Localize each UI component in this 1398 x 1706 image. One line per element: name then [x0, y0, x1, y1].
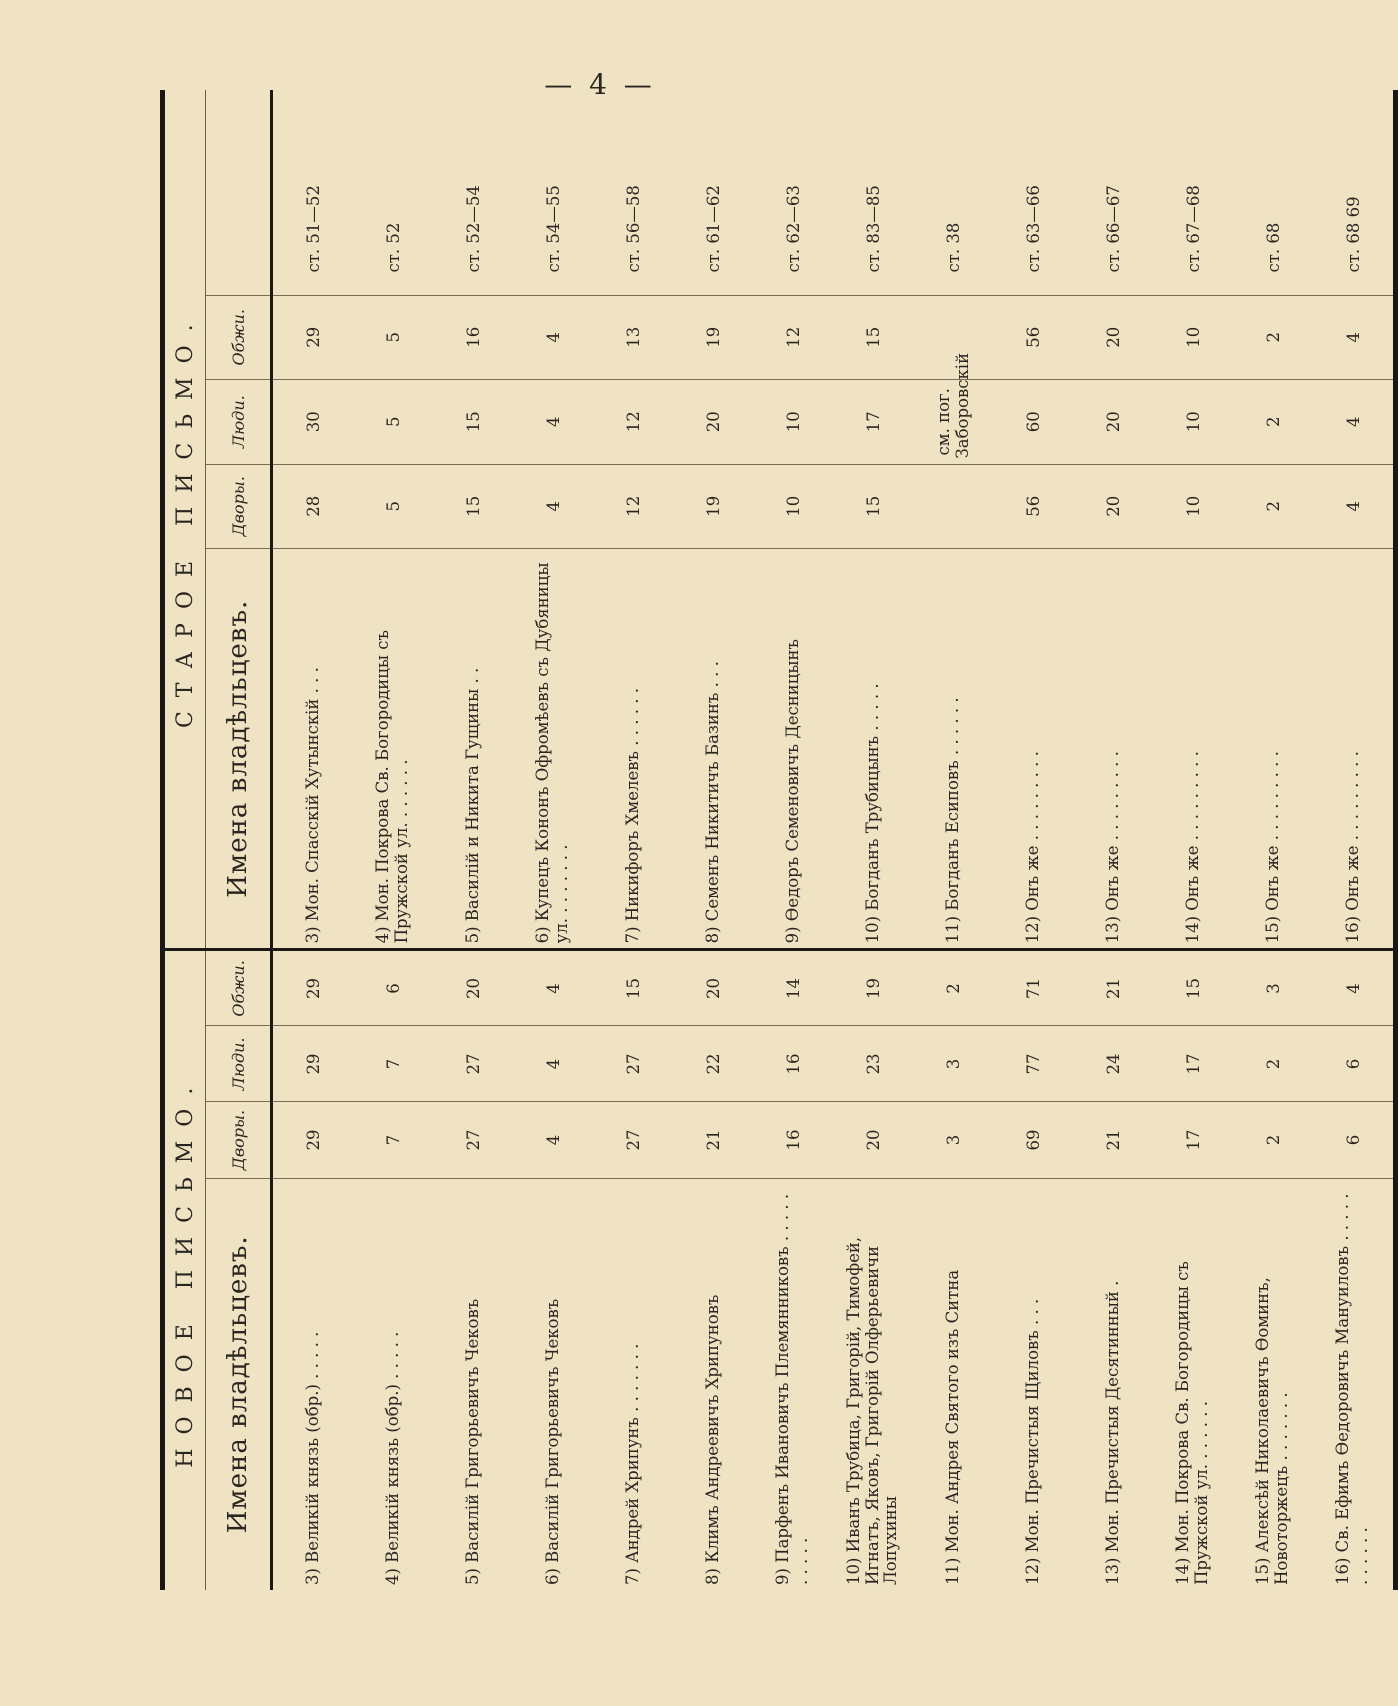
table-row	[593, 90, 673, 1590]
old-obzhi-value: 4	[1313, 295, 1396, 380]
new-lyudi-value: 7	[353, 1026, 433, 1102]
new-lyudi-value: 27	[433, 1026, 513, 1102]
old-lyudi-value: 4	[1313, 380, 1396, 465]
old-dvori-value: 2	[1233, 464, 1313, 549]
old-dvori-value: 15	[433, 464, 513, 549]
old-lyudi-value: 4	[513, 380, 593, 465]
new-obzhi-value: 6	[353, 950, 433, 1026]
new-lyudi-value: 27	[593, 1026, 673, 1102]
new-obzhi-header: Обжи.	[206, 950, 272, 1026]
new-lyudi-value: 2	[1233, 1026, 1313, 1102]
old-lyudi-value: см. пог. Заборовскій	[913, 380, 993, 465]
old-obzhi-value: 16	[433, 295, 513, 380]
reference-value: ст. 56—58	[593, 90, 673, 295]
old-obzhi-value: 12	[753, 295, 833, 380]
new-lyudi-value: 17	[1153, 1026, 1233, 1102]
new-dvori-value: 29	[272, 1102, 354, 1178]
new-obzhi-value: 15	[593, 950, 673, 1026]
old-obzhi-value: 56	[993, 295, 1073, 380]
old-lyudi-value: 2	[1233, 380, 1313, 465]
reference-value: ст. 67—68	[1153, 90, 1233, 295]
table-row	[753, 90, 833, 1590]
old-lyudi-value: 10	[753, 380, 833, 465]
table-row	[272, 90, 354, 1590]
new-obzhi-value: 20	[673, 950, 753, 1026]
old-obzhi-value: 13	[593, 295, 673, 380]
new-owner-name: 11) Мон. Андрея Святого изъ Ситна	[942, 1269, 962, 1585]
reference-header	[206, 90, 272, 295]
new-owner-name: 12) Мон. Пречистыя Щиловъ . . .	[1022, 1298, 1042, 1585]
new-owner-name: 9) Парфенъ Ивановичъ Племянниковъ . . . . . . . . . .	[773, 1193, 811, 1585]
new-dvori-value: 21	[673, 1102, 753, 1178]
old-obzhi-value: 15	[833, 295, 913, 380]
new-dvori-value: 21	[1073, 1102, 1153, 1178]
old-dvori-value: 28	[272, 464, 354, 549]
table-row	[513, 90, 593, 1590]
new-names-header: Имена владѣльцевъ.	[206, 1178, 272, 1590]
new-dvori-value: 3	[913, 1102, 993, 1178]
new-lyudi-value: 29	[272, 1026, 354, 1102]
old-owner-name: 12) Онъ же . . . . . . . . .	[993, 549, 1073, 950]
old-owner-name: 4) Мон. Покрова Св. Богородицы съ Пружской ул. . . . . . .	[353, 549, 433, 950]
table-row	[993, 90, 1073, 1590]
reference-value: ст. 68 69	[1313, 90, 1396, 295]
old-obzhi-header: Обжи.	[206, 295, 272, 380]
old-dvori-value	[913, 464, 993, 549]
old-dvori-header: Дворы.	[206, 464, 272, 549]
new-owner-name: 4) Великій князь (обр.) . . . . .	[382, 1331, 402, 1585]
old-owner-name: 16) Онъ же . . . . . . . . .	[1313, 549, 1396, 950]
reference-value: ст. 62—63	[753, 90, 833, 295]
old-dvori-value: 10	[1153, 464, 1233, 549]
new-lyudi-value: 3	[913, 1026, 993, 1102]
new-obzhi-value: 71	[993, 950, 1073, 1026]
old-dvori-value: 4	[513, 464, 593, 549]
reference-value: ст. 51—52	[272, 90, 354, 295]
rotated-table-container	[160, 90, 1371, 1590]
old-owner-name: 14) Онъ же . . . . . . . . .	[1153, 549, 1233, 950]
old-obzhi-value: 29	[272, 295, 354, 380]
new-dvori-value: 69	[993, 1102, 1073, 1178]
old-obzhi-value: 4	[513, 295, 593, 380]
new-lyudi-value: 77	[993, 1026, 1073, 1102]
old-owner-name: 7) Никифоръ Хмелевъ . . . . . .	[593, 549, 673, 950]
new-dvori-value: 27	[593, 1102, 673, 1178]
old-dvori-value: 56	[993, 464, 1073, 549]
reference-value: ст. 52	[353, 90, 433, 295]
new-dvori-value: 17	[1153, 1102, 1233, 1178]
old-owner-name: 10) Богданъ Трубицынъ . . . . .	[833, 549, 913, 950]
old-obzhi-value: 5	[353, 295, 433, 380]
new-dvori-value: 6	[1313, 1102, 1396, 1178]
new-owner-name: 13) Мон. Пречистыя Десятинный .	[1102, 1280, 1122, 1585]
old-owner-name: 6) Купецъ Кононъ Офромѣевъ съ Дубяницы ул. . . . . . . .	[513, 549, 593, 950]
table-row	[673, 90, 753, 1590]
old-lyudi-header: Люди.	[206, 380, 272, 465]
old-dvori-value: 5	[353, 464, 433, 549]
old-owner-name: 3) Мон. Спасскій Хутынскій . . .	[272, 549, 354, 950]
reference-value: ст. 83—85	[833, 90, 913, 295]
new-dvori-value: 27	[433, 1102, 513, 1178]
land-census-table	[160, 90, 1398, 1590]
old-obzhi-value: 19	[673, 295, 753, 380]
new-obzhi-value: 3	[1233, 950, 1313, 1026]
old-owner-name: 8) Семенъ Никитичъ Базинъ . . .	[673, 549, 753, 950]
old-dvori-value: 20	[1073, 464, 1153, 549]
table-row	[1153, 90, 1233, 1590]
old-lyudi-value: 20	[673, 380, 753, 465]
old-lyudi-value: 12	[593, 380, 673, 465]
old-owner-name: 13) Онъ же . . . . . . . . .	[1073, 549, 1153, 950]
old-census-heading: СТАРОЕ ПИСЬМО.	[163, 90, 206, 950]
new-obzhi-value: 4	[513, 950, 593, 1026]
new-obzhi-value: 15	[1153, 950, 1233, 1026]
reference-value: ст. 68	[1233, 90, 1313, 295]
old-obzhi-value: 20	[1073, 295, 1153, 380]
new-owner-name: 16) Св. Ефимъ Ѳедоровичъ Мануиловъ . . . . . . . . . . .	[1333, 1193, 1371, 1585]
old-owner-name: 15) Онъ же . . . . . . . . .	[1233, 549, 1313, 950]
table-row	[833, 90, 913, 1590]
new-lyudi-value: 6	[1313, 1026, 1396, 1102]
new-lyudi-value: 24	[1073, 1026, 1153, 1102]
new-obzhi-value: 2	[913, 950, 993, 1026]
table-row	[913, 90, 993, 1590]
new-lyudi-value: 4	[513, 1026, 593, 1102]
new-owner-name: 10) Иванъ Трубица, Григорій, Тимофей, Игнатъ, Яковъ, Григорій Олферьевичи Лопухины	[843, 1236, 901, 1585]
old-lyudi-value: 15	[433, 380, 513, 465]
table-row	[1313, 90, 1396, 1590]
old-dvori-value: 12	[593, 464, 673, 549]
old-names-header: Имена владѣльцевъ.	[206, 549, 272, 950]
new-census-heading: НОВОЕ ПИСЬМО.	[163, 950, 206, 1590]
new-dvori-header: Дворы.	[206, 1102, 272, 1178]
old-dvori-value: 10	[753, 464, 833, 549]
table-row	[1233, 90, 1313, 1590]
old-lyudi-value: 17	[833, 380, 913, 465]
old-dvori-value: 4	[1313, 464, 1396, 549]
new-owner-name: 3) Великій князь (обр.) . . . . .	[302, 1331, 322, 1585]
new-owner-name: 5) Василій Григорьевичъ Чековъ	[462, 1298, 482, 1585]
new-lyudi-value: 22	[673, 1026, 753, 1102]
table-row	[1073, 90, 1153, 1590]
new-owner-name: 14) Мон. Покрова Св. Богородицы съ Пружской ул. . . . . . .	[1173, 1261, 1211, 1585]
old-lyudi-value: 20	[1073, 380, 1153, 465]
new-owner-name: 7) Андрей Хрипунъ . . . . . . .	[622, 1343, 642, 1585]
old-dvori-value: 15	[833, 464, 913, 549]
reference-value: ст. 66—67	[1073, 90, 1153, 295]
reference-value: ст. 38	[913, 90, 993, 295]
new-obzhi-value: 4	[1313, 950, 1396, 1026]
new-lyudi-header: Люди.	[206, 1026, 272, 1102]
old-lyudi-value: 60	[993, 380, 1073, 465]
new-obzhi-value: 14	[753, 950, 833, 1026]
reference-value: ст. 54—55	[513, 90, 593, 295]
new-dvori-value: 4	[513, 1102, 593, 1178]
page-number: — 4 —	[544, 68, 656, 101]
old-lyudi-value: 10	[1153, 380, 1233, 465]
new-dvori-value: 16	[753, 1102, 833, 1178]
new-obzhi-value: 21	[1073, 950, 1153, 1026]
reference-value: ст. 61—62	[673, 90, 753, 295]
new-lyudi-value: 23	[833, 1026, 913, 1102]
reference-value: ст. 63—66	[993, 90, 1073, 295]
reference-value: ст. 52—54	[433, 90, 513, 295]
new-owner-name: 8) Климъ Андреевичъ Хрипуновъ	[702, 1294, 722, 1585]
old-owner-name: 11) Богданъ Есиповъ . . . . . .	[913, 549, 993, 950]
new-dvori-value: 7	[353, 1102, 433, 1178]
old-obzhi-value: 2	[1233, 295, 1313, 380]
old-owner-name: 5) Василій и Никита Гущины . .	[433, 549, 513, 950]
new-dvori-value: 20	[833, 1102, 913, 1178]
new-owner-name: 15) Алексѣй Николаевичъ Ѳоминъ, Новоторжецъ . . . . . . .	[1253, 1277, 1291, 1585]
new-obzhi-value: 20	[433, 950, 513, 1026]
new-owner-name: 6) Василій Григорьевичъ Чековъ	[542, 1298, 562, 1585]
old-owner-name: 9) Ѳедоръ Семеновичъ Десницынъ	[753, 549, 833, 950]
old-lyudi-value: 5	[353, 380, 433, 465]
new-lyudi-value: 16	[753, 1026, 833, 1102]
new-dvori-value: 2	[1233, 1102, 1313, 1178]
table-row	[433, 90, 513, 1590]
table-row	[353, 90, 433, 1590]
table-body	[272, 90, 1396, 1590]
old-dvori-value: 19	[673, 464, 753, 549]
old-obzhi-value: 10	[1153, 295, 1233, 380]
new-obzhi-value: 29	[272, 950, 354, 1026]
old-lyudi-value: 30	[272, 380, 354, 465]
new-obzhi-value: 19	[833, 950, 913, 1026]
